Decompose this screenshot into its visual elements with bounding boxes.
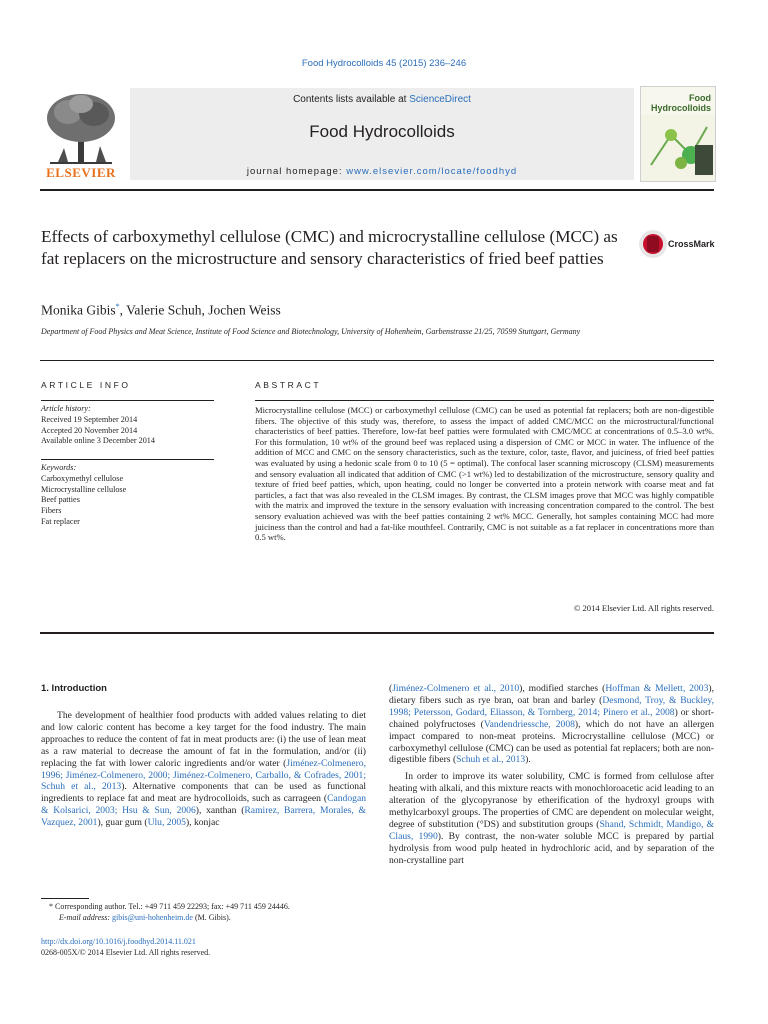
author-affiliation: Department of Food Physics and Meat Science, Institute of Food Science and Biotechnology, University of Hohenheim, Garbenstrasse 21/25, 70599 Stuttgart, Germany xyxy=(41,327,581,336)
citation-link[interactable]: Ulu, 2005 xyxy=(147,817,186,829)
footnote-line-1 xyxy=(41,902,366,913)
cover-title-food: Food xyxy=(689,93,711,103)
body-text: ), xanthan ( xyxy=(195,805,245,817)
body-text: ), guar gum ( xyxy=(97,817,148,829)
history-label: Article history: xyxy=(41,404,91,413)
citation-link[interactable]: Schuh et al., 2013 xyxy=(456,754,526,766)
body-text: ). xyxy=(525,754,531,766)
keyword: Fat replacer xyxy=(41,516,80,526)
body-text: ), modified starches ( xyxy=(519,683,606,694)
publisher-wordmark: ELSEVIER xyxy=(46,165,116,180)
citation-link[interactable]: Jiménez-Colmenero et al., 2010 xyxy=(392,683,520,694)
online-date: Available online 3 December 2014 xyxy=(41,436,155,446)
intro-paragraph-1 xyxy=(41,710,366,829)
body-text: ) or short-chained polyfructoses ( xyxy=(389,706,715,730)
citation-link[interactable]: Candogan & Kolsarici, 2003; Hsu & Sun, 2006 xyxy=(41,793,366,817)
abstract-bottom-rule xyxy=(40,632,714,634)
contents-prefix: Contents lists available at xyxy=(293,94,410,105)
cover-title-hydrocolloids: Hydrocolloids xyxy=(650,103,711,113)
abstract-rule xyxy=(255,400,714,401)
footnote-rule xyxy=(41,898,89,899)
abstract-heading: ABSTRACT xyxy=(255,380,322,390)
body-text: The development of healthier food products with added values relating to diet and low caloric content has become a key target for the food industry. The main approaches to reduce the content of fat in meat products are: (i) the use of lean meat as a raw material to decrease the amount of fat in the formulation, and/or (ii) replacing the fat with lower caloric ingredients and/or water ( xyxy=(41,710,366,769)
footnote-line-2 xyxy=(41,913,366,924)
keyword: Beef patties xyxy=(41,495,80,505)
body-text: ). By contrast, the non-water soluble MCC is prepared by partial hydrolysis from wood pulp heated in hydrochloric acid, and by separation of the non-crystalline part xyxy=(389,830,715,866)
section-heading-introduction: 1. Introduction xyxy=(41,683,107,694)
crossmark-icon[interactable] xyxy=(638,228,668,260)
corresponding-author-marker[interactable]: * xyxy=(115,302,120,311)
journal-name: Food Hydrocolloids xyxy=(309,122,455,141)
doi-block xyxy=(41,937,210,958)
article-info-heading: ARTICLE INFO xyxy=(41,380,131,390)
keywords-block xyxy=(41,463,214,528)
header-rule xyxy=(40,189,714,191)
abstract-copyright: © 2014 Elsevier Ltd. All rights reserved. xyxy=(573,603,714,613)
citation-link[interactable]: Desmond, Troy, & Buckley, 1998; Petersson, Godard, Eliasson, & Tornberg, 2014; Pinero et al., 2008 xyxy=(389,694,714,718)
author-list xyxy=(41,302,281,319)
body-text: In order to improve its water solubility, CMC is formed from cellulose after heating with alkali, and this mixture reacts with monochloroacetic acid leading to an alteration of the glycopyranose by etherification of the hydroxyl groups with methylcarboxyl groups. The properties of CMC are dependent on molecular weight, degree of substitution (°DS) and substitution groups ( xyxy=(389,771,714,830)
email-label: E-mail address: xyxy=(59,912,113,922)
article-info-rule xyxy=(41,400,214,401)
intro-paragraph-2 xyxy=(389,771,714,866)
cover-molecule-art xyxy=(641,115,715,181)
keyword: Carboxymethyl cellulose xyxy=(41,473,124,483)
footnote-marker: * xyxy=(49,902,53,911)
footnote-contact: Corresponding author. Tel.: +49 711 459 22293; fax: +49 711 459 24446. xyxy=(55,902,290,911)
journal-cover-thumbnail[interactable] xyxy=(640,86,716,182)
article-history xyxy=(41,404,214,447)
keywords-label: Keywords: xyxy=(41,463,77,472)
body-text: ). Alternative components that can be used as functional ingredients to replace fat and meat are hydrocolloids, such as carrageen ( xyxy=(41,781,367,805)
contents-line xyxy=(130,94,634,105)
abstract-text: Microcrystalline cellulose (MCC) or carboxymethyl cellulose (CMC) can be used as potential fat replacers; both are non-digestible fibers. The objective of this study was, therefore, to assess the impact of added CMC/MCC on the microstructural/functional characteristics of beef patties. Therefore, low-fat beef patties were formulated with CMC/MCC at concentrations of 0.5–3.0 wt%. For this formulation, 10 wt% of the ground beef was replaced using a dispersion of CMC or MCC in water. The influence of the addition of MCC and CMC on the sensory characteristics, such as the texture, color, taste, flavor, and juiciness, of fried beef patties was evaluated by using a hedonic scale from 0 to 10 (5 = optimal). The confocal laser scanning microscopy (CLSM) measurements and sensory evaluation all indicated that addition of CMC (>1 wt%) led to destabilization of the microstructure, sensory quality and texture of fried beef patties, which, upon heating, could no longer be converted into a protein network with coarse meat and fat particles, a fact that was also revealed in the CLSM images. By contrast, the CLSM images prove that MCC was highly compatible with the matrix and improved the texture in the sensory evaluation with increasing concentration compared to the control. The best sensory evaluation achieved was with the beef patties containing 2 wt% MCC. Generally, hot samples containing MCC had more juiciness than the control and had a fat-like mouthfeel. Contrarily, CMC is not suitable as a fat replacer in concentrations more than 0.5 wt%. xyxy=(255,405,714,543)
citation-link[interactable]: Vandendriessche, 2008 xyxy=(483,718,575,730)
homepage-prefix: journal homepage: xyxy=(246,166,347,177)
keyword: Microcrystalline cellulose xyxy=(41,484,127,494)
body-text: ), dietary fibers such as rye bran, oat bran and barley ( xyxy=(389,683,714,706)
citation-link[interactable]: Jiménez-Colmenero, 1996; Jiménez-Colmenero, 2000; Jiménez-Colmenero, Carballo, & Cofrades, 2001; Schuh et al., 2013 xyxy=(41,757,366,793)
body-column-left xyxy=(41,710,366,829)
crossmark-label[interactable]: CrossMark xyxy=(668,239,715,249)
journal-homepage xyxy=(130,166,634,177)
body-column-right xyxy=(389,683,714,867)
keyword: Fibers xyxy=(41,506,62,516)
co-authors: , Valerie Schuh, Jochen Weiss xyxy=(119,302,281,318)
keywords-rule xyxy=(41,459,214,460)
received-date: Received 19 September 2014 xyxy=(41,414,138,424)
author-gibis: Monika Gibis xyxy=(41,302,116,318)
email-suffix: (M. Gibis). xyxy=(192,912,231,922)
citation-link[interactable]: Ramirez, Barrera, Morales, & Vazquez, 2001 xyxy=(41,805,366,829)
email-link[interactable]: gibis@uni-hohenheim.de xyxy=(112,912,193,922)
title-rule xyxy=(40,360,714,361)
accepted-date: Accepted 20 November 2014 xyxy=(41,425,138,435)
body-text: ), konjac xyxy=(185,817,220,829)
doi-link[interactable]: http://dx.doi.org/10.1016/j.foodhyd.2014.11.021 xyxy=(41,937,196,946)
homepage-link[interactable]: www.elsevier.com/locate/foodhyd xyxy=(346,166,518,177)
issn-copyright: 0268-005X/© 2014 Elsevier Ltd. All rights reserved. xyxy=(41,947,211,957)
sciencedirect-link[interactable]: ScienceDirect xyxy=(409,94,471,105)
citation-link[interactable]: Hoffman & Mellett, 2003 xyxy=(605,683,709,694)
intro-paragraph-1-continued: (Jiménez-Colmenero et al., 2010), modified starches (Hoffman & Mellett, 2003), dietary fibers such as rye bran, oat bran and barley (Desmond, Troy, & Buckley, 1998; Petersson, Godard, Eliasson, & Tornberg, 2014; Pinero et al., 2008) or short-chained polyfructoses (Vandendriessche, 2008), which do not have an allergen impact compared to non-meat proteins. Microcrystalline cellulose (MCC) or carboxymethyl cellulose (CMC) can be used as potential fat replacers; both are non-digestible fibers (Schuh et al., 2013). xyxy=(389,683,715,766)
body-text: ), which do not have an allergen impact compared to non-meat proteins. Microcrystalline cellulose (MCC) or carboxymethyl cellulose (CMC) can be used as potential fat replacers; both are non-digestible fibers ( xyxy=(389,718,714,766)
citation-link[interactable]: Shand, Schmidt, Mandigo, & Claus, 1990 xyxy=(389,818,714,842)
journal-reference-link[interactable]: Food Hydrocolloids 45 (2015) 236–246 xyxy=(301,58,467,69)
corresponding-author-footnote xyxy=(41,902,366,923)
article-title: Effects of carboxymethyl cellulose (CMC) and microcrystalline cellulose (MCC) as fat replacers on the microstructure and sensory characteristics of fried beef patties xyxy=(41,227,618,268)
cover-title xyxy=(651,93,711,113)
